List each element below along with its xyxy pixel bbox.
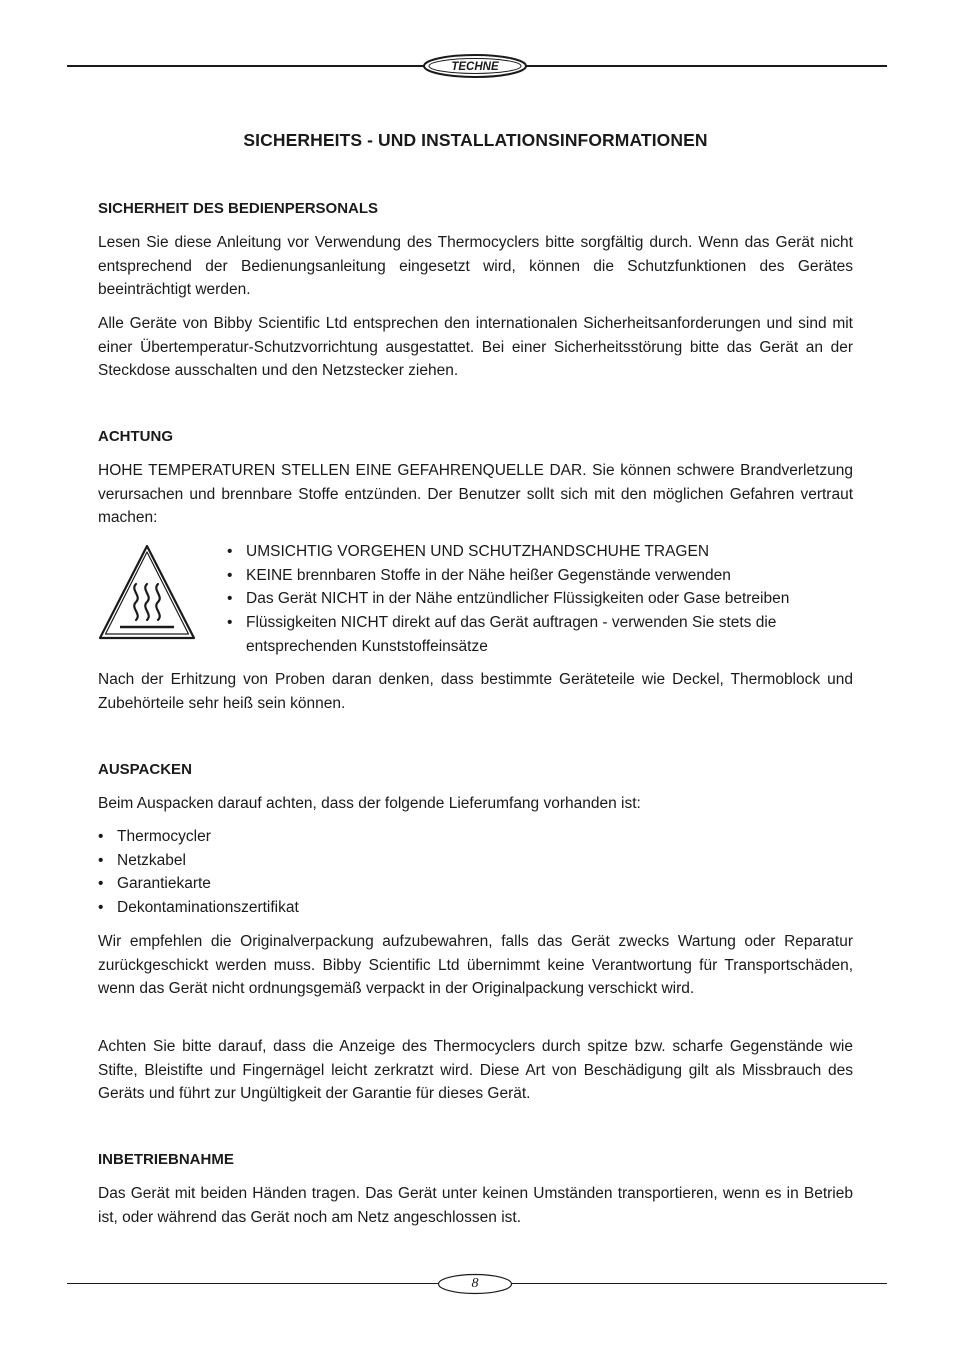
unpacking-paragraph-3: Achten Sie bitte darauf, dass die Anzeige des Thermocyclers durch spitze bzw. scharfe Gegenstände wie Stifte, Bleistifte und Fingernägel leicht zerkratzt wird. Diese Art von Beschädigung gilt als Missbrauch des Geräts und führt zur Ungültigkeit der Garantie für dieses Gerät. <box>98 1038 853 1103</box>
caution-paragraph-2: Nach der Erhitzung von Proben daran denken, dass bestimmte Geräteteile wie Deckel, Thermoblock und Zubehörteile sehr heiß sein können. <box>98 671 853 712</box>
list-item: • Das Gerät NICHT in der Nähe entzündlicher Flüssigkeiten oder Gase betreiben <box>227 587 837 611</box>
list-item: • Netzkabel <box>98 849 598 873</box>
caution-paragraph-1: HOHE TEMPERATUREN STELLEN EINE GEFAHRENQUELLE DAR. Sie können schwere Brandverletzung verursachen und brennbare Stoffe entzünden. Der Benutzer sollt sich mit den möglichen Gefahren vertraut machen: <box>98 462 853 527</box>
list-item: • Dekontaminationszertifikat <box>98 896 598 920</box>
logo-text: TECHNE <box>451 61 499 73</box>
page-number: 8 <box>471 1276 479 1291</box>
techne-logo <box>422 53 528 79</box>
caution-list <box>227 540 837 659</box>
contents-list <box>98 825 598 920</box>
list-item: • UMSICHTIG VORGEHEN UND SCHUTZHANDSCHUHE TRAGEN <box>227 540 837 564</box>
operator-paragraph-2: Alle Geräte von Bibby Scientific Ltd entsprechen den internationalen Sicherheitsanforderungen und sind mit einer Übertemperatur-Schutzvorrichtung ausgestattet. Bei einer Sicherheitsstörung bitte das Gerät an der Steckdose ausschalten und den Netzstecker ziehen. <box>98 315 853 380</box>
list-item: • Garantiekarte <box>98 872 598 896</box>
unpacking-paragraph-2: Wir empfehlen die Originalverpackung aufzubewahren, falls das Gerät zwecks Wartung oder Reparatur zurückgeschickt werden muss. Bibby Scientific Ltd übernimmt keine Verantwortung für Transportschäden, wenn das Gerät nicht ordnungsgemäß verpackt in der Originalpackung verschickt wird. <box>98 933 853 998</box>
hot-surface-warning-icon <box>96 542 198 642</box>
page-title: SICHERHEITS - UND INSTALLATIONSINFORMATIONEN <box>243 130 708 150</box>
heading-operator-safety: SICHERHEIT DES BEDIENPERSONALS <box>98 200 379 217</box>
operator-paragraph-1: Lesen Sie diese Anleitung vor Verwendung des Thermocyclers bitte sorgfältig durch. Wenn das Gerät nicht entsprechend der Bedienungsanleitung eingesetzt wird, können die Schutzfunktionen des Gerätes beeinträchtigt werden. <box>98 234 853 299</box>
heading-caution: ACHTUNG <box>98 428 173 445</box>
list-item: • KEINE brennbaren Stoffe in der Nähe heißer Gegenstände verwenden <box>227 564 837 588</box>
page-number-badge <box>437 1273 513 1295</box>
list-item: • Thermocycler <box>98 825 598 849</box>
heading-unpacking: AUSPACKEN <box>98 761 192 778</box>
heading-commissioning: INBETRIEBNAHME <box>98 1151 234 1168</box>
unpacking-paragraph-1: Beim Auspacken darauf achten, dass der folgende Lieferumfang vorhanden ist: <box>98 795 641 812</box>
commissioning-paragraph-1: Das Gerät mit beiden Händen tragen. Das Gerät unter keinen Umständen transportieren, wenn es in Betrieb ist, oder während das Gerät noch am Netz angeschlossen ist. <box>98 1185 853 1226</box>
list-item: • Flüssigkeiten NICHT direkt auf das Gerät auftragen - verwenden Sie stets die entsprechenden Kunststoffeinsätze <box>227 611 837 658</box>
